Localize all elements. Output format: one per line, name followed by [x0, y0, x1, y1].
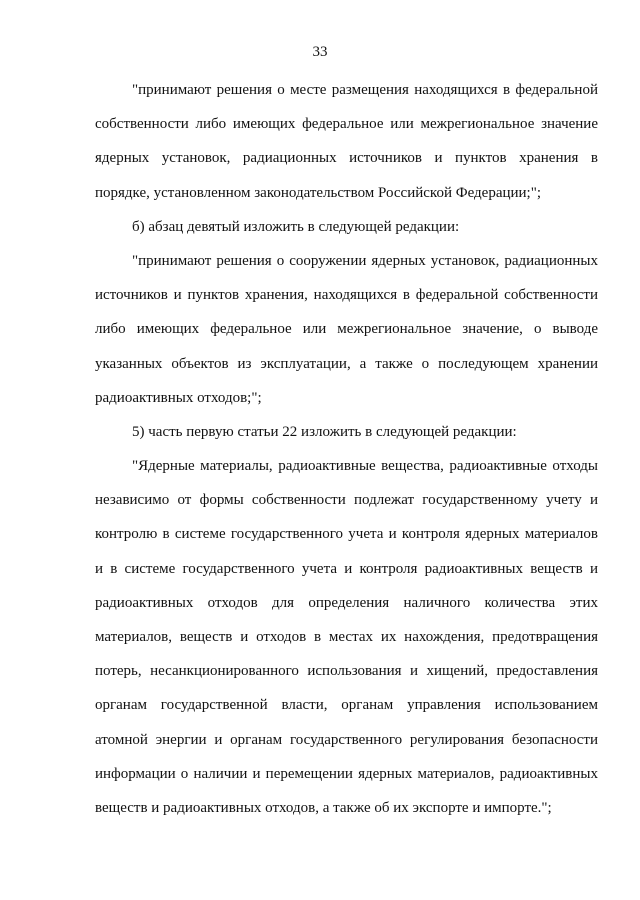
- text-line: указанных объектов из эксплуатации, а также о последующем хранении: [95, 355, 598, 372]
- text-line: и в системе государственного учета и контроля радиоактивных веществ и: [95, 560, 598, 577]
- text-line: атомной энергии и органам государственного регулирования безопасности: [95, 731, 598, 748]
- text-line: "принимают решения о месте размещения находящихся в федеральной: [132, 82, 598, 98]
- page-number: 33: [312, 44, 328, 60]
- text-line: 5) часть первую статьи 22 изложить в следующей редакции:: [132, 423, 517, 440]
- text-line: ядерных установок, радиационных источников и пунктов хранения в: [95, 150, 598, 167]
- text-line: собственности либо имеющих федеральное или межрегиональное значение: [95, 116, 598, 133]
- text-line: "Ядерные материалы, радиоактивные вещества, радиоактивные отходы: [132, 458, 598, 475]
- document-body: [95, 80, 598, 832]
- text-line: "принимают решения о сооружении ядерных установок, радиационных: [132, 252, 598, 269]
- text-line: б) абзац девятый изложить в следующей редакции:: [132, 218, 460, 235]
- text-line: радиоактивных отходов для определения наличного количества этих: [95, 594, 598, 611]
- text-line: материалов, веществ и отходов в местах их нахождения, предотвращения: [95, 629, 598, 645]
- text-line: порядке, установленном законодательством Российской Федерации;";: [95, 184, 542, 201]
- text-line: радиоактивных отходов;";: [95, 389, 262, 406]
- text-line: веществ и радиоактивных отходов, а также об их экспорте и импорте.";: [95, 799, 552, 816]
- text-line: независимо от формы собственности подлежат государственному учету и: [95, 492, 598, 509]
- text-line: контролю в системе государственного учета и контроля ядерных материалов: [95, 526, 598, 543]
- text-line: потерь, несанкционированного использования и хищений, предоставления: [95, 663, 598, 680]
- text-line: либо имеющих федеральное или межрегиональное значение, о выводе: [95, 321, 598, 338]
- text-line: информации о наличии и перемещении ядерных материалов, радиоактивных: [95, 765, 598, 782]
- text-line: источников и пунктов хранения, находящихся в федеральной собственности: [95, 287, 598, 304]
- text-line: органам государственной власти, органам управления использованием: [95, 697, 598, 714]
